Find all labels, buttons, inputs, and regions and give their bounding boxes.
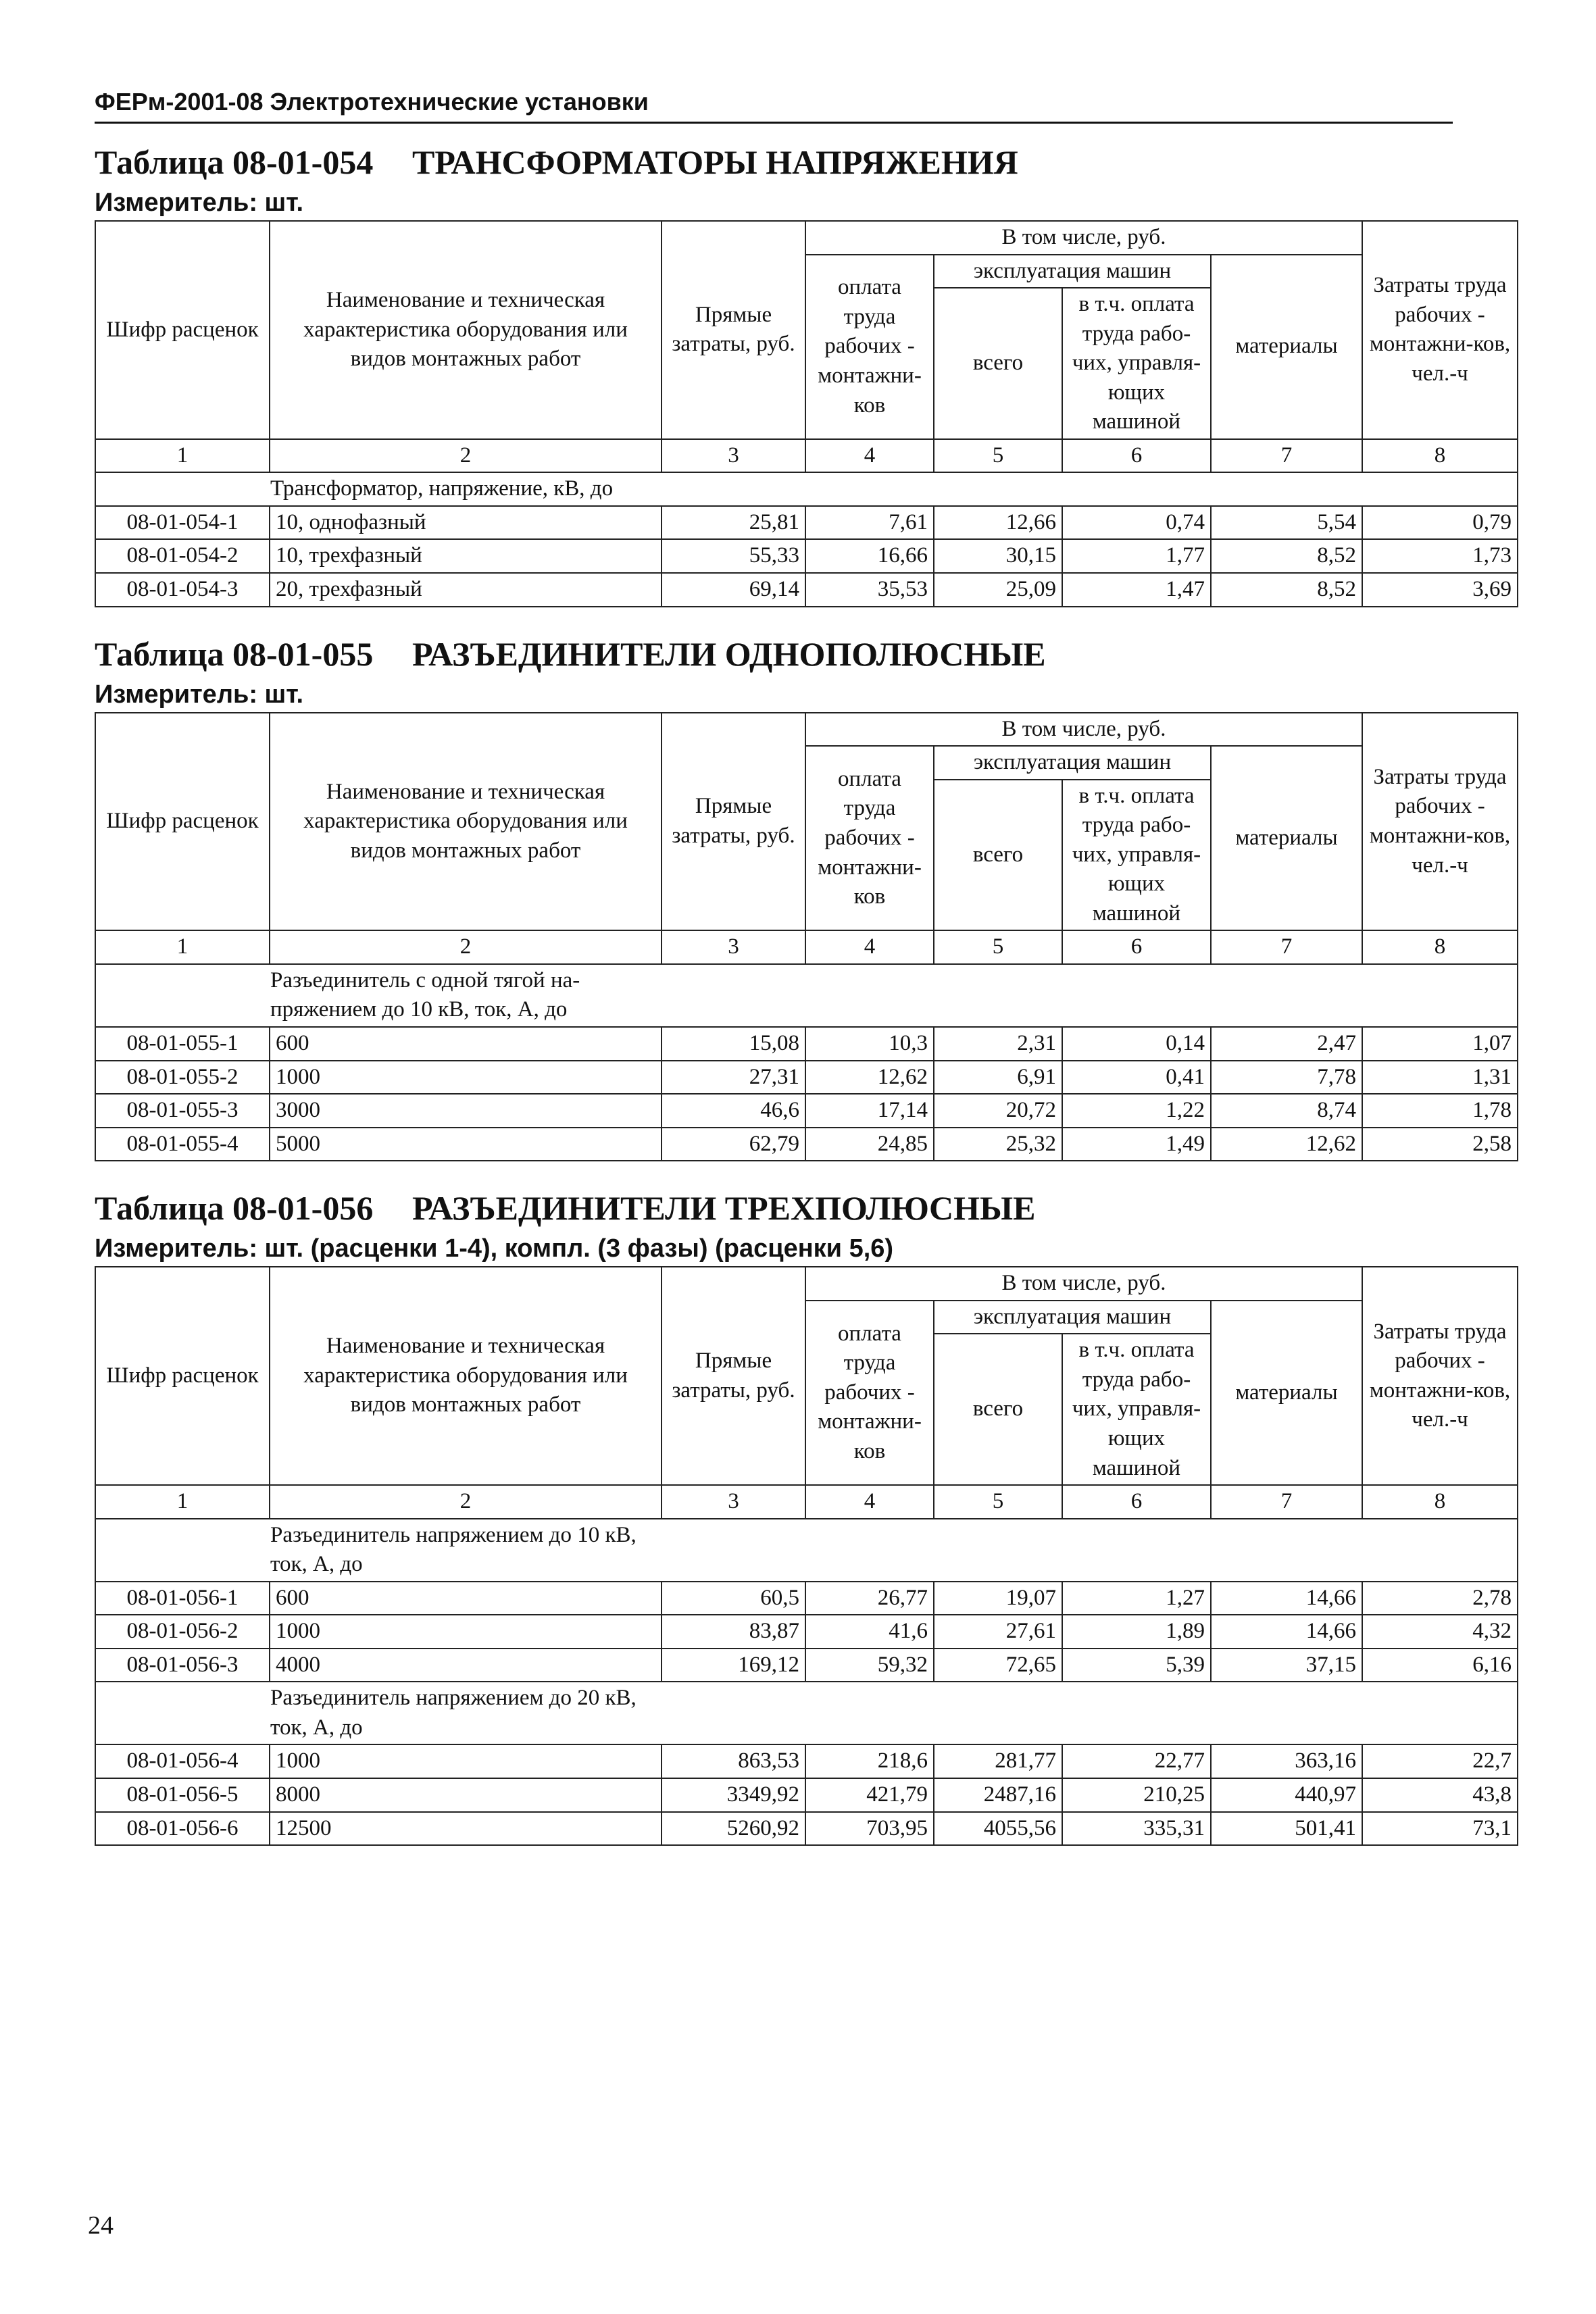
value-cell: 12,66	[934, 506, 1062, 540]
value-cell: 73,1	[1362, 1812, 1518, 1846]
value-cell: 0,41	[1062, 1061, 1211, 1095]
table-body	[95, 964, 1518, 1161]
table-title	[95, 1188, 1514, 1228]
table-row	[95, 573, 1518, 607]
table-title	[95, 143, 1514, 182]
value-cell: 863,53	[662, 1744, 805, 1778]
item-name: 20, трехфазный	[270, 573, 662, 607]
value-cell: 335,31	[1062, 1812, 1211, 1846]
value-cell: 2,31	[934, 1027, 1062, 1061]
value-cell: 0,14	[1062, 1027, 1211, 1061]
header-materials: материалы	[1211, 1301, 1362, 1485]
group-label-text: Разъединитель напряжением до 10 кВ, ток, А, до	[270, 1522, 637, 1577]
header-machines: эксплуатация машин	[934, 255, 1211, 288]
value-cell: 83,87	[662, 1615, 805, 1649]
table-row	[95, 1649, 1518, 1682]
table-title	[95, 634, 1514, 674]
value-cell: 501,41	[1211, 1812, 1362, 1846]
value-cell: 8,74	[1211, 1094, 1362, 1128]
rate-code: 08-01-055-2	[95, 1061, 270, 1095]
value-cell: 6,91	[934, 1061, 1062, 1095]
table-row	[95, 1094, 1518, 1128]
table-number: Таблица 08-01-056	[95, 1189, 374, 1228]
column-number: 5	[934, 439, 1062, 473]
header-name: Наименование и техническая характеристика оборудования или видов монтажных работ	[270, 1267, 662, 1485]
value-cell: 16,66	[805, 539, 934, 573]
header-machines: эксплуатация машин	[934, 1301, 1211, 1334]
table-row	[95, 1582, 1518, 1615]
measure-unit: Измеритель: шт.	[95, 188, 304, 217]
value-cell: 0,74	[1062, 506, 1211, 540]
header-labor-cost-unit: чел.-ч	[1412, 1407, 1468, 1432]
table-name: РАЗЪЕДИНИТЕЛИ ОДНОПОЛЮСНЫЕ	[412, 634, 1046, 673]
value-cell: 1,49	[1062, 1128, 1211, 1161]
value-cell: 1,89	[1062, 1615, 1211, 1649]
value-cell: 5,54	[1211, 506, 1362, 540]
measure-unit: Измеритель: шт.	[95, 680, 304, 709]
rate-code: 08-01-056-2	[95, 1615, 270, 1649]
column-number: 2	[270, 439, 662, 473]
value-cell: 6,16	[1362, 1649, 1518, 1682]
value-cell: 72,65	[934, 1649, 1062, 1682]
column-number: 5	[934, 930, 1062, 964]
rate-code: 08-01-056-6	[95, 1812, 270, 1846]
value-cell: 8,52	[1211, 539, 1362, 573]
header-machines-labor: в т.ч. оплата труда рабо-чих, управля-ющих машиной	[1062, 1334, 1211, 1485]
column-number: 3	[662, 439, 805, 473]
rate-code: 08-01-054-2	[95, 539, 270, 573]
header-materials: материалы	[1211, 746, 1362, 930]
header-labor-cost	[1362, 221, 1518, 439]
value-cell: 62,79	[662, 1128, 805, 1161]
column-number: 4	[805, 1485, 934, 1519]
item-name: 600	[270, 1582, 662, 1615]
value-cell: 69,14	[662, 573, 805, 607]
column-number: 5	[934, 1485, 1062, 1519]
header-machines: эксплуатация машин	[934, 746, 1211, 780]
item-name: 1000	[270, 1061, 662, 1095]
item-name: 1000	[270, 1615, 662, 1649]
rate-code: 08-01-056-4	[95, 1744, 270, 1778]
value-cell: 15,08	[662, 1027, 805, 1061]
table-head	[95, 221, 1518, 472]
group-label	[95, 964, 1518, 1027]
value-cell: 2,58	[1362, 1128, 1518, 1161]
value-cell: 440,97	[1211, 1778, 1362, 1812]
value-cell: 60,5	[662, 1582, 805, 1615]
item-name: 1000	[270, 1744, 662, 1778]
value-cell: 59,32	[805, 1649, 934, 1682]
column-number: 7	[1211, 1485, 1362, 1519]
value-cell: 2487,16	[934, 1778, 1062, 1812]
header-machines-total: всего	[934, 780, 1062, 931]
rate-code: 08-01-055-3	[95, 1094, 270, 1128]
rate-code: 08-01-054-1	[95, 506, 270, 540]
table-name: ТРАНСФОРМАТОРЫ НАПРЯЖЕНИЯ	[412, 143, 1018, 181]
value-cell: 2,47	[1211, 1027, 1362, 1061]
table-section	[95, 1188, 1514, 1846]
value-cell: 2,78	[1362, 1582, 1518, 1615]
value-cell: 1,31	[1362, 1061, 1518, 1095]
column-number: 4	[805, 930, 934, 964]
group-row	[95, 472, 1518, 506]
value-cell: 25,32	[934, 1128, 1062, 1161]
document-page	[95, 88, 1514, 1873]
table-row	[95, 506, 1518, 540]
value-cell: 1,22	[1062, 1094, 1211, 1128]
table-name: РАЗЪЕДИНИТЕЛИ ТРЕХПОЛЮСНЫЕ	[412, 1189, 1036, 1228]
table-section	[95, 143, 1514, 607]
group-label-text: Трансформатор, напряжение, кВ, до	[270, 476, 614, 501]
rate-code: 08-01-056-3	[95, 1649, 270, 1682]
value-cell: 27,31	[662, 1061, 805, 1095]
rate-code: 08-01-056-5	[95, 1778, 270, 1812]
column-number: 6	[1062, 439, 1211, 473]
value-cell: 27,61	[934, 1615, 1062, 1649]
price-table	[95, 220, 1518, 607]
header-labor-pay: оплата труда рабочих - монтажни-ков	[805, 255, 934, 439]
table-row	[95, 1778, 1518, 1812]
value-cell: 12,62	[1211, 1128, 1362, 1161]
value-cell: 7,61	[805, 506, 934, 540]
value-cell: 1,07	[1362, 1027, 1518, 1061]
column-number: 4	[805, 439, 934, 473]
header-labor-cost-unit: чел.-ч	[1412, 361, 1468, 386]
rate-code: 08-01-055-1	[95, 1027, 270, 1061]
value-cell: 3,69	[1362, 573, 1518, 607]
header-code: Шифр расценок	[95, 713, 270, 931]
header-direct-costs: Прямые затраты, руб.	[662, 1267, 805, 1485]
value-cell: 0,79	[1362, 506, 1518, 540]
column-number: 8	[1362, 1485, 1518, 1519]
column-numbers-row	[95, 1485, 1518, 1519]
header-machines-total: всего	[934, 288, 1062, 439]
header-labor-cost-unit: чел.-ч	[1412, 853, 1468, 878]
value-cell: 22,7	[1362, 1744, 1518, 1778]
column-number: 1	[95, 930, 270, 964]
item-name: 600	[270, 1027, 662, 1061]
value-cell: 25,81	[662, 506, 805, 540]
group-label	[95, 1682, 1518, 1744]
value-cell: 37,15	[1211, 1649, 1362, 1682]
measure-unit: Измеритель: шт. (расценки 1-4), компл. (3 фазы) (расценки 5,6)	[95, 1234, 894, 1263]
value-cell: 10,3	[805, 1027, 934, 1061]
group-row	[95, 1519, 1518, 1582]
header-name: Наименование и техническая характеристика оборудования или видов монтажных работ	[270, 713, 662, 931]
header-labor-cost-label: Затраты труда рабочих - монтажни-ков,	[1369, 273, 1511, 357]
header-row	[95, 221, 1518, 255]
header-code: Шифр расценок	[95, 221, 270, 439]
header-name: Наименование и техническая характеристика оборудования или видов монтажных работ	[270, 221, 662, 439]
header-code: Шифр расценок	[95, 1267, 270, 1485]
rate-code: 08-01-054-3	[95, 573, 270, 607]
item-name: 4000	[270, 1649, 662, 1682]
table-body	[95, 472, 1518, 606]
table-row	[95, 1615, 1518, 1649]
header-labor-cost	[1362, 1267, 1518, 1485]
value-cell: 43,8	[1362, 1778, 1518, 1812]
item-name: 12500	[270, 1812, 662, 1846]
column-number: 7	[1211, 439, 1362, 473]
table-section	[95, 634, 1514, 1162]
value-cell: 20,72	[934, 1094, 1062, 1128]
table-number: Таблица 08-01-054	[95, 143, 374, 181]
value-cell: 35,53	[805, 573, 934, 607]
value-cell: 26,77	[805, 1582, 934, 1615]
item-name: 5000	[270, 1128, 662, 1161]
value-cell: 5260,92	[662, 1812, 805, 1846]
value-cell: 25,09	[934, 573, 1062, 607]
table-head	[95, 713, 1518, 964]
group-label-text: Разъединитель с одной тягой на-пряжением до 10 кВ, ток, А, до	[270, 967, 580, 1022]
page-number: 24	[88, 2211, 114, 2240]
value-cell: 41,6	[805, 1615, 934, 1649]
running-header: ФЕРм-2001-08 Электротехнические установки	[95, 88, 1453, 124]
column-number: 8	[1362, 439, 1518, 473]
table-row	[95, 1027, 1518, 1061]
item-name: 10, однофазный	[270, 506, 662, 540]
value-cell: 14,66	[1211, 1582, 1362, 1615]
header-labor-cost-label: Затраты труда рабочих - монтажни-ков,	[1369, 1319, 1511, 1403]
header-machines-total: всего	[934, 1334, 1062, 1485]
table-row	[95, 1061, 1518, 1095]
value-cell: 1,73	[1362, 539, 1518, 573]
rate-code: 08-01-056-1	[95, 1582, 270, 1615]
value-cell: 1,27	[1062, 1582, 1211, 1615]
value-cell: 1,78	[1362, 1094, 1518, 1128]
value-cell: 7,78	[1211, 1061, 1362, 1095]
rate-code: 08-01-055-4	[95, 1128, 270, 1161]
table-head	[95, 1267, 1518, 1518]
table-row	[95, 539, 1518, 573]
value-cell: 55,33	[662, 539, 805, 573]
header-labor-cost	[1362, 713, 1518, 931]
value-cell: 218,6	[805, 1744, 934, 1778]
value-cell: 3349,92	[662, 1778, 805, 1812]
header-direct-costs: Прямые затраты, руб.	[662, 221, 805, 439]
table-row	[95, 1128, 1518, 1161]
value-cell: 22,77	[1062, 1744, 1211, 1778]
price-table	[95, 1266, 1518, 1846]
value-cell: 14,66	[1211, 1615, 1362, 1649]
group-row	[95, 1682, 1518, 1744]
group-row	[95, 964, 1518, 1027]
group-label-text: Разъединитель напряжением до 20 кВ, ток, А, до	[270, 1686, 637, 1740]
value-cell: 281,77	[934, 1744, 1062, 1778]
value-cell: 4,32	[1362, 1615, 1518, 1649]
item-name: 8000	[270, 1778, 662, 1812]
table-number: Таблица 08-01-055	[95, 634, 374, 673]
group-label	[95, 472, 1518, 506]
header-labor-pay: оплата труда рабочих - монтажни-ков	[805, 1301, 934, 1485]
value-cell: 210,25	[1062, 1778, 1211, 1812]
price-table	[95, 712, 1518, 1162]
column-number: 6	[1062, 930, 1211, 964]
value-cell: 17,14	[805, 1094, 934, 1128]
value-cell: 703,95	[805, 1812, 934, 1846]
group-label	[95, 1519, 1518, 1582]
column-number: 3	[662, 930, 805, 964]
value-cell: 363,16	[1211, 1744, 1362, 1778]
item-name: 10, трехфазный	[270, 539, 662, 573]
column-number: 1	[95, 439, 270, 473]
value-cell: 30,15	[934, 539, 1062, 573]
value-cell: 421,79	[805, 1778, 934, 1812]
header-machines-labor: в т.ч. оплата труда рабо-чих, управля-ющих машиной	[1062, 780, 1211, 931]
value-cell: 169,12	[662, 1649, 805, 1682]
item-name: 3000	[270, 1094, 662, 1128]
column-number: 8	[1362, 930, 1518, 964]
header-machines-labor: в т.ч. оплата труда рабо-чих, управля-ющих машиной	[1062, 288, 1211, 439]
value-cell: 19,07	[934, 1582, 1062, 1615]
value-cell: 12,62	[805, 1061, 934, 1095]
header-row	[95, 1267, 1518, 1301]
column-number: 2	[270, 930, 662, 964]
column-number: 6	[1062, 1485, 1211, 1519]
column-number: 3	[662, 1485, 805, 1519]
header-including: В том числе, руб.	[805, 221, 1362, 255]
column-number: 7	[1211, 930, 1362, 964]
header-labor-pay: оплата труда рабочих - монтажни-ков	[805, 746, 934, 930]
value-cell: 5,39	[1062, 1649, 1211, 1682]
value-cell: 1,47	[1062, 573, 1211, 607]
column-number: 2	[270, 1485, 662, 1519]
value-cell: 4055,56	[934, 1812, 1062, 1846]
table-body	[95, 1519, 1518, 1845]
value-cell: 1,77	[1062, 539, 1211, 573]
header-labor-cost-label: Затраты труда рабочих - монтажни-ков,	[1369, 764, 1511, 848]
header-row	[95, 713, 1518, 747]
column-numbers-row	[95, 930, 1518, 964]
value-cell: 8,52	[1211, 573, 1362, 607]
tables-container	[95, 143, 1514, 1846]
table-row	[95, 1744, 1518, 1778]
header-including: В том числе, руб.	[805, 1267, 1362, 1301]
table-row	[95, 1812, 1518, 1846]
header-direct-costs: Прямые затраты, руб.	[662, 713, 805, 931]
header-materials: материалы	[1211, 255, 1362, 439]
column-numbers-row	[95, 439, 1518, 473]
value-cell: 24,85	[805, 1128, 934, 1161]
column-number: 1	[95, 1485, 270, 1519]
header-including: В том числе, руб.	[805, 713, 1362, 747]
value-cell: 46,6	[662, 1094, 805, 1128]
